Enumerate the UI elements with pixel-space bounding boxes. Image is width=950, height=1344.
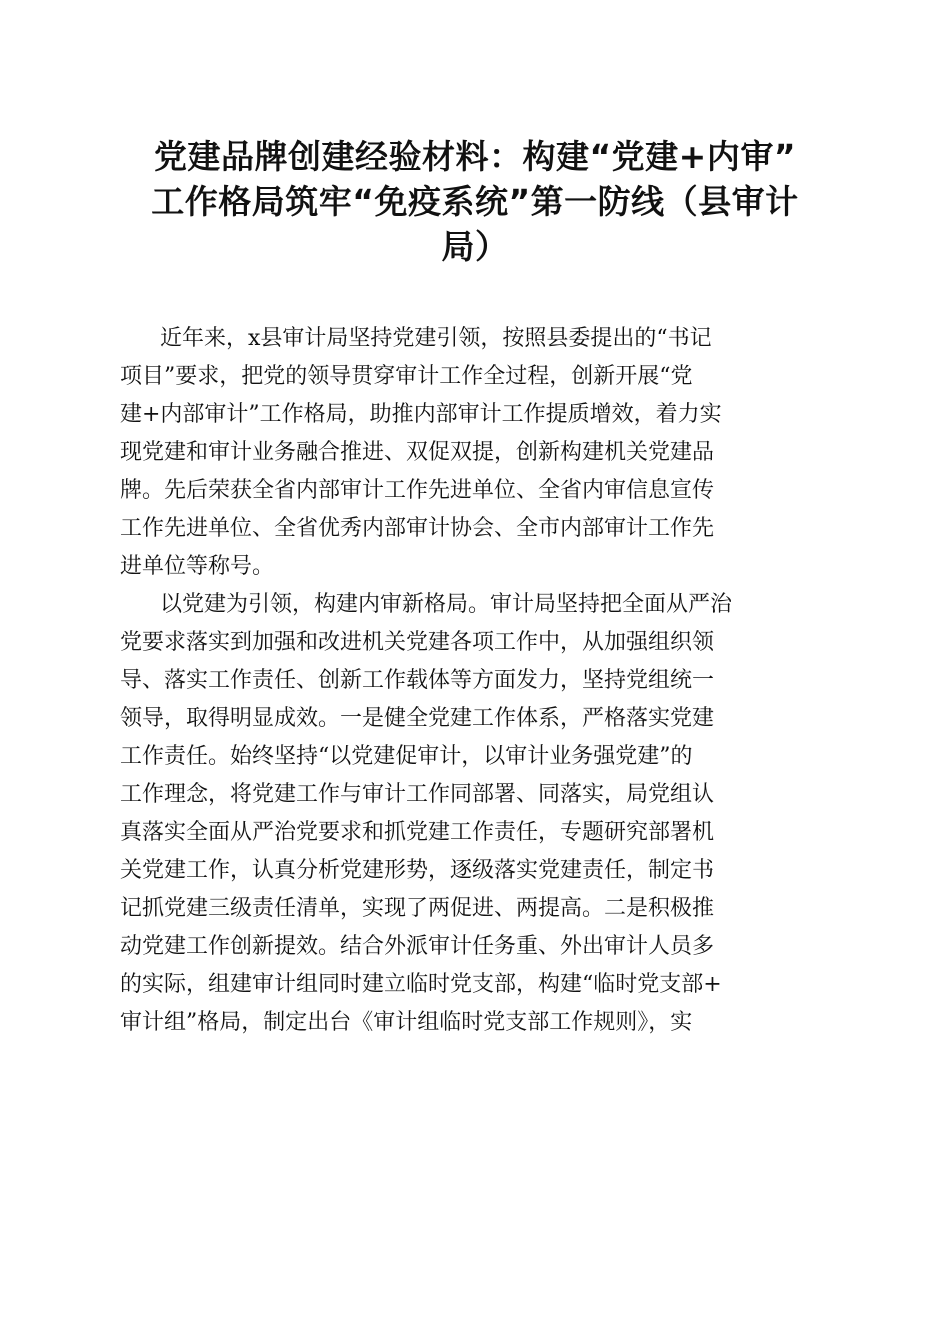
paragraph-line: 工作责任。始终坚持“以党建促审计，以审计业务强党建”的 — [120, 744, 693, 769]
paragraph-line: 动党建工作创新提效。结合外派审计任务重、外出审计人员多 — [120, 934, 715, 959]
title-line: 工作格局筑牢“免疫系统”第一防线（县审计 — [151, 182, 799, 221]
paragraph-line: 建+内部审计”工作格局，助推内部审计工作提质增效，着力实 — [120, 402, 722, 427]
paragraph-intro — [120, 320, 834, 586]
paragraph-line: 的实际，组建审计组同时建立临时党支部，构建“临时党支部+ — [120, 972, 722, 997]
paragraph-line: 进单位等称号。 — [120, 554, 275, 579]
paragraph-line: 关党建工作，认真分析党建形势，逐级落实党建责任，制定书 — [120, 858, 715, 883]
document-body — [120, 320, 834, 1042]
paragraph-line: 领导，取得明显成效。一是健全党建工作体系，严格落实党建 — [120, 706, 715, 731]
document-title — [110, 134, 840, 269]
paragraph-line: 近年来，x县审计局坚持党建引领，按照县委提出的“书记 — [160, 326, 712, 351]
paragraph-line: 真落实全面从严治党要求和抓党建工作责任，专题研究部署机 — [120, 820, 715, 845]
paragraph-line: 导、落实工作责任、创新工作载体等方面发力，坚持党组统一 — [120, 668, 715, 693]
paragraph-line: 以党建为引领，构建内审新格局。审计局坚持把全面从严治 — [160, 592, 733, 617]
paragraph-line: 党要求落实到加强和改进机关党建各项工作中，从加强组织领 — [120, 630, 715, 655]
paragraph-party-building — [120, 586, 834, 1042]
paragraph-line: 现党建和审计业务融合推进、双促双提，创新构建机关党建品 — [120, 440, 715, 465]
paragraph-line: 项目”要求，把党的领导贯穿审计工作全过程，创新开展“党 — [120, 364, 693, 389]
title-line: 局） — [441, 227, 509, 266]
title-line: 党建品牌创建经验材料：构建“党建+内审” — [153, 137, 797, 176]
paragraph-line: 工作先进单位、全省优秀内部审计协会、全市内部审计工作先 — [120, 516, 715, 541]
paragraph-line: 记抓党建三级责任清单，实现了两促进、两提高。二是积极推 — [120, 896, 715, 921]
paragraph-line: 工作理念，将党建工作与审计工作同部署、同落实，局党组认 — [120, 782, 715, 807]
paragraph-line: 审计组”格局，制定出台《审计组临时党支部工作规则》，实 — [120, 1010, 693, 1035]
paragraph-line: 牌。先后荣获全省内部审计工作先进单位、全省内审信息宣传 — [120, 478, 715, 503]
